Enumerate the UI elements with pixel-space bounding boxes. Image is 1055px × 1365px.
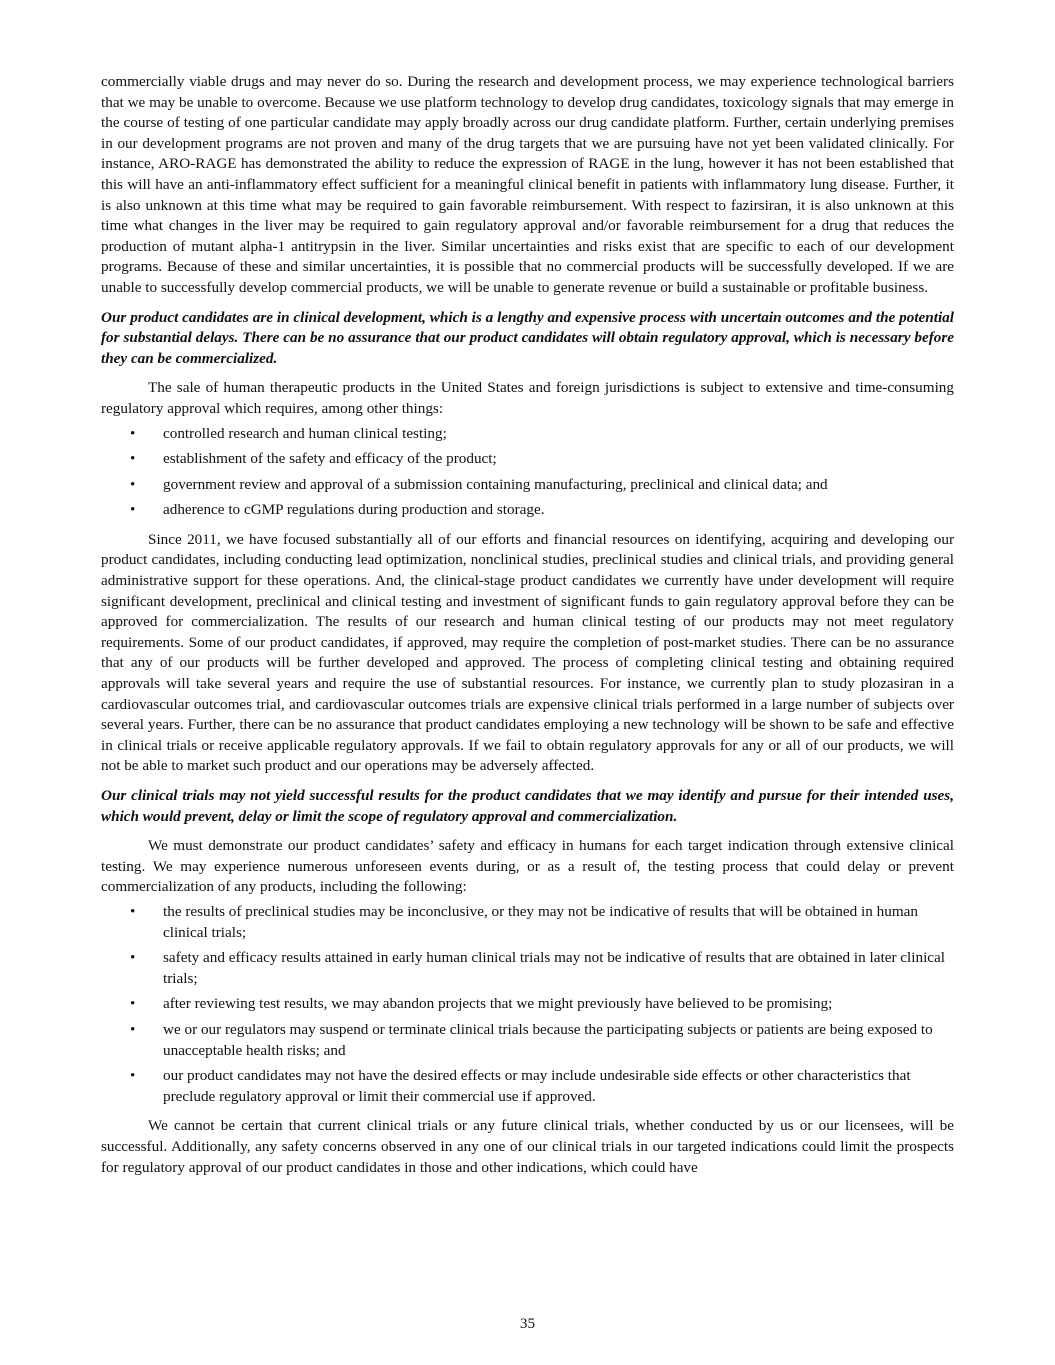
list-item <box>101 449 954 470</box>
bullet-marker: • <box>130 995 136 1013</box>
body-paragraph: We must demonstrate our product candidates’ safety and efficacy in humans for each target indication through extensive clinical testing. We may experience numerous unforeseen events during, or as a result of, the testing process that could delay or prevent commercialization of any products, including the following: <box>101 837 954 896</box>
bullet-marker: • <box>130 475 136 493</box>
body-paragraph: We cannot be certain that current clinical trials or any future clinical trials, whether conducted by us or our licensees, will be successful. Additionally, any safety concerns observed in any one of our clinical trials in our targeted indications could limit the prospects for regulatory approval of our product candidates in those and other indications, which could have <box>101 1117 954 1176</box>
list-item-text: establishment of the safety and efficacy of the product; <box>163 450 497 468</box>
list-item-text: we or our regulators may suspend or terminate clinical trials because the participating subjects or patients are being exposed to unacceptable health risks; and <box>163 1020 933 1059</box>
bullet-marker: • <box>130 949 136 967</box>
bullet-marker: • <box>130 902 136 920</box>
page-number: 35 <box>519 1315 536 1332</box>
list-item-text: after reviewing test results, we may abandon projects that we might previously have believed to be promising; <box>163 995 833 1013</box>
list-item-text: safety and efficacy results attained in early human clinical trials may not be indicative of results that are obtained in later clinical trials; <box>163 949 946 987</box>
list-item <box>101 902 954 943</box>
list-item <box>101 948 954 989</box>
list-item-text: controlled research and human clinical testing; <box>163 424 447 442</box>
bullet-marker: • <box>130 1020 136 1038</box>
list-item-text: adherence to cGMP regulations during production and storage. <box>163 501 545 519</box>
list-item-text: our product candidates may not have the desired effects or may include undesirable side effects or other characteristics that preclude regulatory approval or limit their commercial use if approved. <box>163 1067 911 1105</box>
bullet-list <box>101 902 954 1107</box>
bullet-marker: • <box>130 501 136 519</box>
list-item <box>101 424 954 445</box>
list-item <box>101 1066 954 1107</box>
bullet-marker: • <box>130 1067 136 1085</box>
risk-factor-heading: Our clinical trials may not yield successful results for the product candidates that we may identify and pursue for their intended uses, which would prevent, delay or limit the scope of regulatory approval and commercialization. <box>101 787 954 825</box>
list-item <box>101 994 954 1015</box>
risk-factor-heading: Our product candidates are in clinical development, which is a lengthy and expensive process with uncertain outcomes and the potential for substantial delays. There can be no assurance that our product candidates will obtain regulatory approval, which is necessary before they can be commercialized. <box>101 308 954 367</box>
list-item <box>101 475 954 496</box>
list-item-text: government review and approval of a submission containing manufacturing, preclinical and clinical data; and <box>163 475 828 493</box>
body-paragraph: commercially viable drugs and may never do so. During the research and development process, we may experience technological barriers that we may be unable to overcome. Because we use platform technology to develop drug candidates, toxicology signals that may emerge in the course of testing of one particular candidate may apply broadly across our drug candidate platform. Further, certain underlying premises in our development programs are not proven and many of the drug targets that we are pursuing have not yet been validated clinically. For instance, ARO-RAGE has demonstrated the ability to reduce the expression of RAGE in the lung, however it has not been established that this will have an anti-inflammatory effect sufficient for a meaningful clinical benefit in patients with inflammatory lung disease. Further, it is also unknown at this time what may be required to gain favorable reimbursement. With respect to fazirsiran, it is also unknown at this time what changes in the liver may be required to gain regulatory approval and/or favorable reimbursement for a drug that reduces the production of mutant alpha-1 antitrypsin in the liver. Similar uncertainties and risks exist that are specific to each of our development programs. Because of these and similar uncertainties, it is possible that no commercial products will be successfully developed. If we are unable to successfully develop commercial products, we will be unable to generate revenue or build a sustainable or profitable business. <box>101 73 954 296</box>
document-page <box>101 72 954 1187</box>
list-item-text: the results of preclinical studies may be inconclusive, or they may not be indicative of results that will be obtained in human clinical trials; <box>163 902 918 941</box>
list-item <box>101 1020 954 1061</box>
bullet-marker: • <box>130 450 136 468</box>
body-paragraph: Since 2011, we have focused substantially all of our efforts and financial resources on identifying, acquiring and developing our product candidates, including conducting lead optimization, nonclinical studies, preclinical studies and clinical trials, and providing general administrative support for these operations. And, the clinical-stage product candidates we currently have under development will require significant development, preclinical and clinical testing and investment of significant funds to gain regulatory approval before they can be approved for commercialization. The results of our research and human clinical testing of our products may not meet regulatory requirements. Some of our product candidates, if approved, may require the completion of post-market studies. There can be no assurance that any of our products will be further developed and approved. The process of completing clinical testing and obtaining required approvals will take several years and require the use of substantial resources. For instance, we currently plan to study plozasiran in a cardiovascular outcomes trial, and cardiovascular outcomes trials are expensive clinical trials performed in a large number of subjects over several years. Further, there can be no assurance that product candidates employing a new technology will be shown to be safe and effective in clinical trials or receive applicable regulatory approvals. If we fail to obtain regulatory approvals for any or all of our products, we will not be able to market such product and our operations may be adversely affected. <box>101 530 954 775</box>
bullet-list <box>101 424 954 521</box>
body-paragraph: The sale of human therapeutic products in the United States and foreign jurisdictions is subject to extensive and time-consuming regulatory approval which requires, among other things: <box>101 379 954 417</box>
bullet-marker: • <box>130 424 136 442</box>
list-item <box>101 500 954 521</box>
